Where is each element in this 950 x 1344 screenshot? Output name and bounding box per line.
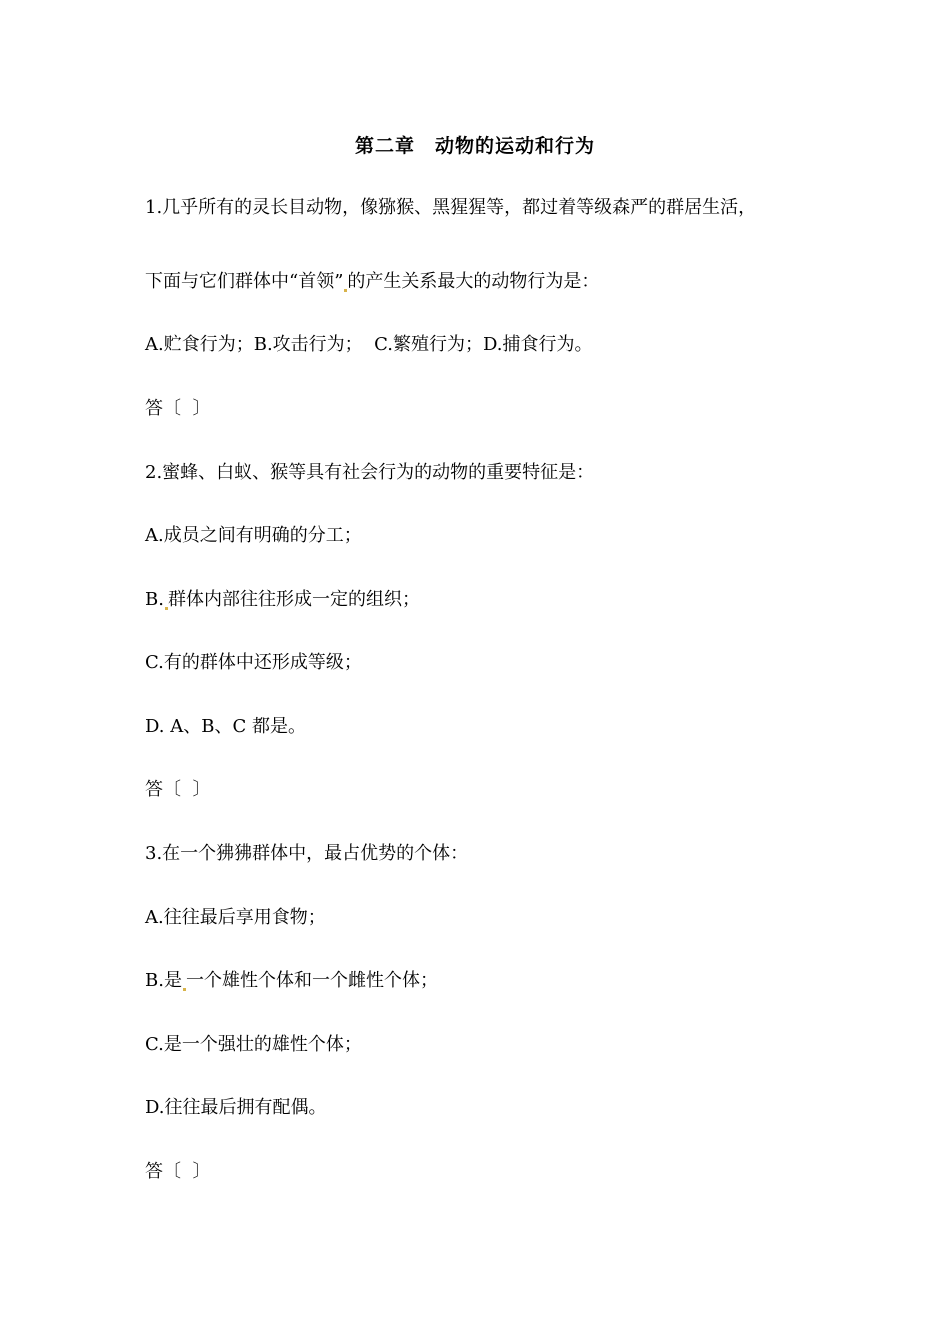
question-1-stem-line-1: 1.几乎所有的灵长目动物，像猕猴、黑猩猩等，都过着等级森严的群居生活， — [145, 197, 757, 218]
question-1-answer: 答〔 〕 — [145, 398, 211, 419]
question-2-answer: 答〔 〕 — [145, 779, 211, 800]
question-2-stem: 2.蜜蜂、白蚁、猴等具有社会行为的动物的重要特征是： — [145, 462, 595, 483]
question-3-answer: 答〔 〕 — [145, 1161, 211, 1182]
question-3-stem: 3.在一个狒狒群体中，最占优势的个体： — [145, 843, 469, 864]
question-2-option-b — [145, 588, 420, 612]
question-1-options: A.贮食行为；B.攻击行为； C.繁殖行为；D.捕食行为。 — [145, 334, 593, 355]
question-1-stem-part-a: 下面与它们群体中“首领” — [145, 271, 344, 292]
chapter-title: 第二章 动物的运动和行为 — [354, 135, 595, 157]
question-2-option-a: A.成员之间有明确的分工； — [145, 525, 362, 546]
question-2-option-b-text: 群体内部往往形成一定的组织； — [167, 589, 420, 610]
question-2-option-c: C.有的群体中还形成等级； — [145, 652, 362, 673]
question-3-option-b-prefix: B.是 — [145, 970, 182, 991]
question-2-option-d: D. A、B、C 都是。 — [145, 716, 306, 737]
question-1-stem-line-2 — [145, 270, 599, 294]
question-3-option-b-text: 一个雄性个体和一个雌性个体； — [185, 970, 438, 991]
question-3-option-b — [145, 969, 438, 993]
question-1-stem-part-b: 的产生关系最大的动物行为是： — [347, 271, 600, 292]
question-3-option-c: C.是一个强壮的雄性个体； — [145, 1034, 362, 1055]
question-3-option-a: A.往往最后享用食物； — [145, 907, 326, 928]
question-2-option-b-prefix: B. — [145, 589, 164, 610]
question-3-option-d: D.往往最后拥有配偶。 — [145, 1097, 327, 1118]
